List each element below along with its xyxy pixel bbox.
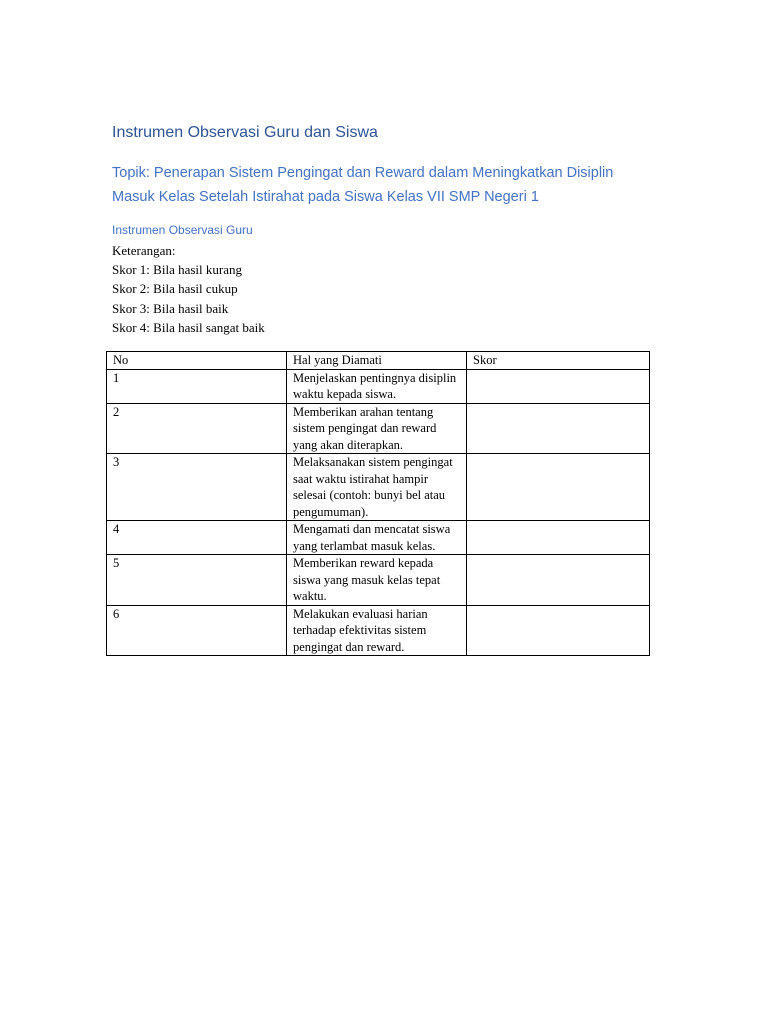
- section-heading: Instrumen Observasi Guru: [112, 223, 253, 237]
- score-legend: [112, 241, 265, 337]
- cell-hal: Memberikan arahan tentang sistem pengingat dan reward yang akan diterapkan.: [287, 403, 467, 454]
- cell-skor[interactable]: [467, 369, 650, 403]
- table-row: [107, 521, 650, 555]
- table-row: [107, 605, 650, 656]
- legend-label: Keterangan:: [112, 243, 176, 258]
- cell-no: 6: [107, 605, 287, 656]
- cell-hal: Mengamati dan mencatat siswa yang terlambat masuk kelas.: [287, 521, 467, 555]
- header-skor: Skor: [467, 352, 650, 370]
- legend-item-4: Skor 4: Bila hasil sangat baik: [112, 319, 265, 335]
- legend-item-3: Skor 3: Bila hasil baik: [112, 300, 229, 316]
- legend-item-2: Skor 2: Bila hasil cukup: [112, 281, 238, 297]
- document-title: Instrumen Observasi Guru dan Siswa: [112, 124, 378, 141]
- cell-no: 1: [107, 369, 287, 403]
- cell-skor[interactable]: [467, 454, 650, 521]
- header-no: No: [107, 352, 287, 370]
- cell-skor[interactable]: [467, 403, 650, 454]
- cell-hal: Memberikan reward kepada siswa yang masuk kelas tepat waktu.: [287, 555, 467, 606]
- cell-skor[interactable]: [467, 555, 650, 606]
- legend-item-1: Skor 1: Bila hasil kurang: [112, 262, 242, 278]
- observation-table: [106, 351, 650, 656]
- table-row: [107, 454, 650, 521]
- document-topic: Topik: Penerapan Sistem Pengingat dan Reward dalam Meningkatkan Disiplin Masuk Kelas Setelah Istirahat pada Siswa Kelas VII SMP Negeri 1: [112, 165, 614, 205]
- cell-hal: Melaksanakan sistem pengingat saat waktu istirahat hampir selesai (contoh: bunyi bel atau pengumuman).: [287, 454, 467, 521]
- cell-hal: Melakukan evaluasi harian terhadap efektivitas sistem pengingat dan reward.: [287, 605, 467, 656]
- cell-no: 5: [107, 555, 287, 606]
- cell-skor[interactable]: [467, 605, 650, 656]
- cell-hal: Menjelaskan pentingnya disiplin waktu kepada siswa.: [287, 369, 467, 403]
- cell-no: 4: [107, 521, 287, 555]
- cell-no: 3: [107, 454, 287, 521]
- cell-no: 2: [107, 403, 287, 454]
- table-row: [107, 369, 650, 403]
- table-row: [107, 555, 650, 606]
- header-hal: Hal yang Diamati: [287, 352, 467, 370]
- table-header-row: [107, 352, 650, 370]
- table-row: [107, 403, 650, 454]
- cell-skor[interactable]: [467, 521, 650, 555]
